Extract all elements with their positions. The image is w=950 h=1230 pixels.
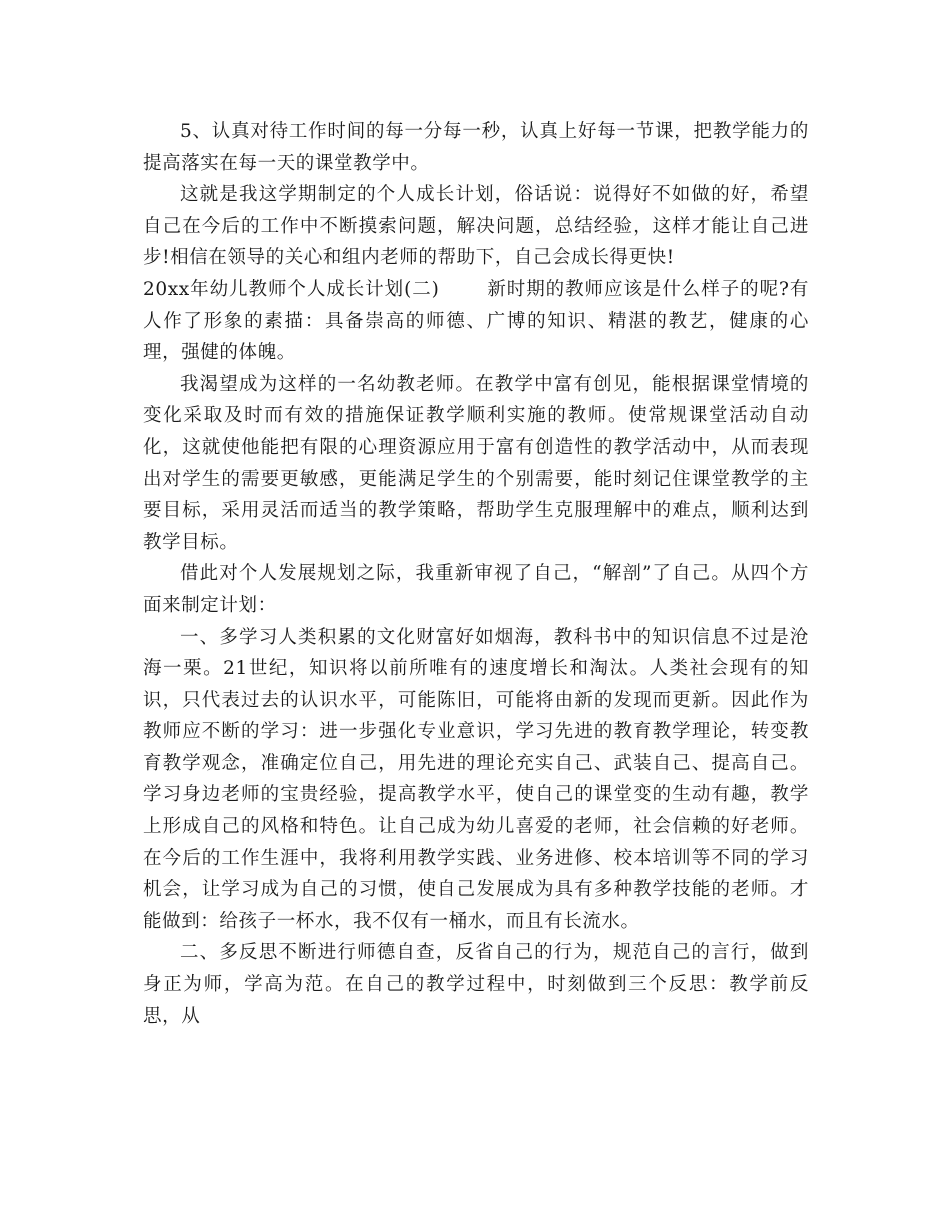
document-body [143,116,809,1032]
paragraph-plan-intro: 借此对个人发展规划之际，我重新审视了自己，“解剖”了自己。从四个方面来制定计划： [143,563,809,616]
paragraph-summary: 这就是我这学期制定的个人成长计划，俗话说：说得好不如做的好，希望自己在今后的工作中不断摸索问题，解决问题，总结经验，这样才能让自己进步!相信在领导的关心和组内老师的帮助下，自己会成长得更快! [143,184,809,269]
section-intro: 新时期的教师应该是什么样子的呢?有人作了形象的素描：具备崇高的师德、广博的知识、精湛的教艺，健康的心理，强健的体魄。 [143,278,809,364]
paragraph-plan-reflection: 二、多反思不断进行师德自查，反省自己的行为，规范自己的言行，做到身正为师，学高为范。在自己的教学过程中，时刻做到三个反思：教学前反思，从 [143,942,809,1027]
section-heading-paragraph [143,274,809,369]
paragraph-aspiration: 我渴望成为这样的一名幼教老师。在教学中富有创见，能根据课堂情境的变化采取及时而有效的措施保证教学顺利实施的教师。使常规课堂活动自动化，这就使他能把有限的心理资源应用于富有创造性的教学活动中，从而表现出对学生的需要更敏感，更能满足学生的个别需要，能时刻记住课堂教学的主要目标，采用灵活而适当的教学策略，帮助学生克服理解中的难点，顺利达到教学目标。 [143,373,809,553]
paragraph-plan-learning: 一、多学习人类积累的文化财富好如烟海，教科书中的知识信息不过是沧海一栗。21世纪，知识将以前所唯有的速度增长和淘汰。人类社会现有的知识，只代表过去的认识水平，可能陈旧，可能将由新的发现而更新。因此作为教师应不断的学习：进一步强化专业意识，学习先进的教育教学理论，转变教育教学观念，准确定位自己，用先进的理论充实自己、武装自己、提高自己。学习身边老师的宝贵经验，提高教学水平，使自己的课堂变的生动有趣，教学上形成自己的风格和特色。让自己成为幼儿喜爱的老师，社会信赖的好老师。在今后的工作生涯中，我将利用教学实践、业务进修、校本培训等不同的学习机会，让学习成为自己的习惯，使自己发展成为具有多种教学技能的老师。才能做到：给孩子一杯水，我不仅有一桶水，而且有长流水。 [143,626,809,932]
paragraph-item-5: 5、认真对待工作时间的每一分每一秒，认真上好每一节课，把教学能力的提高落实在每一天的课堂教学中。 [143,121,809,174]
section-title: 20xx年幼儿教师个人成长计划(二) [143,278,440,300]
